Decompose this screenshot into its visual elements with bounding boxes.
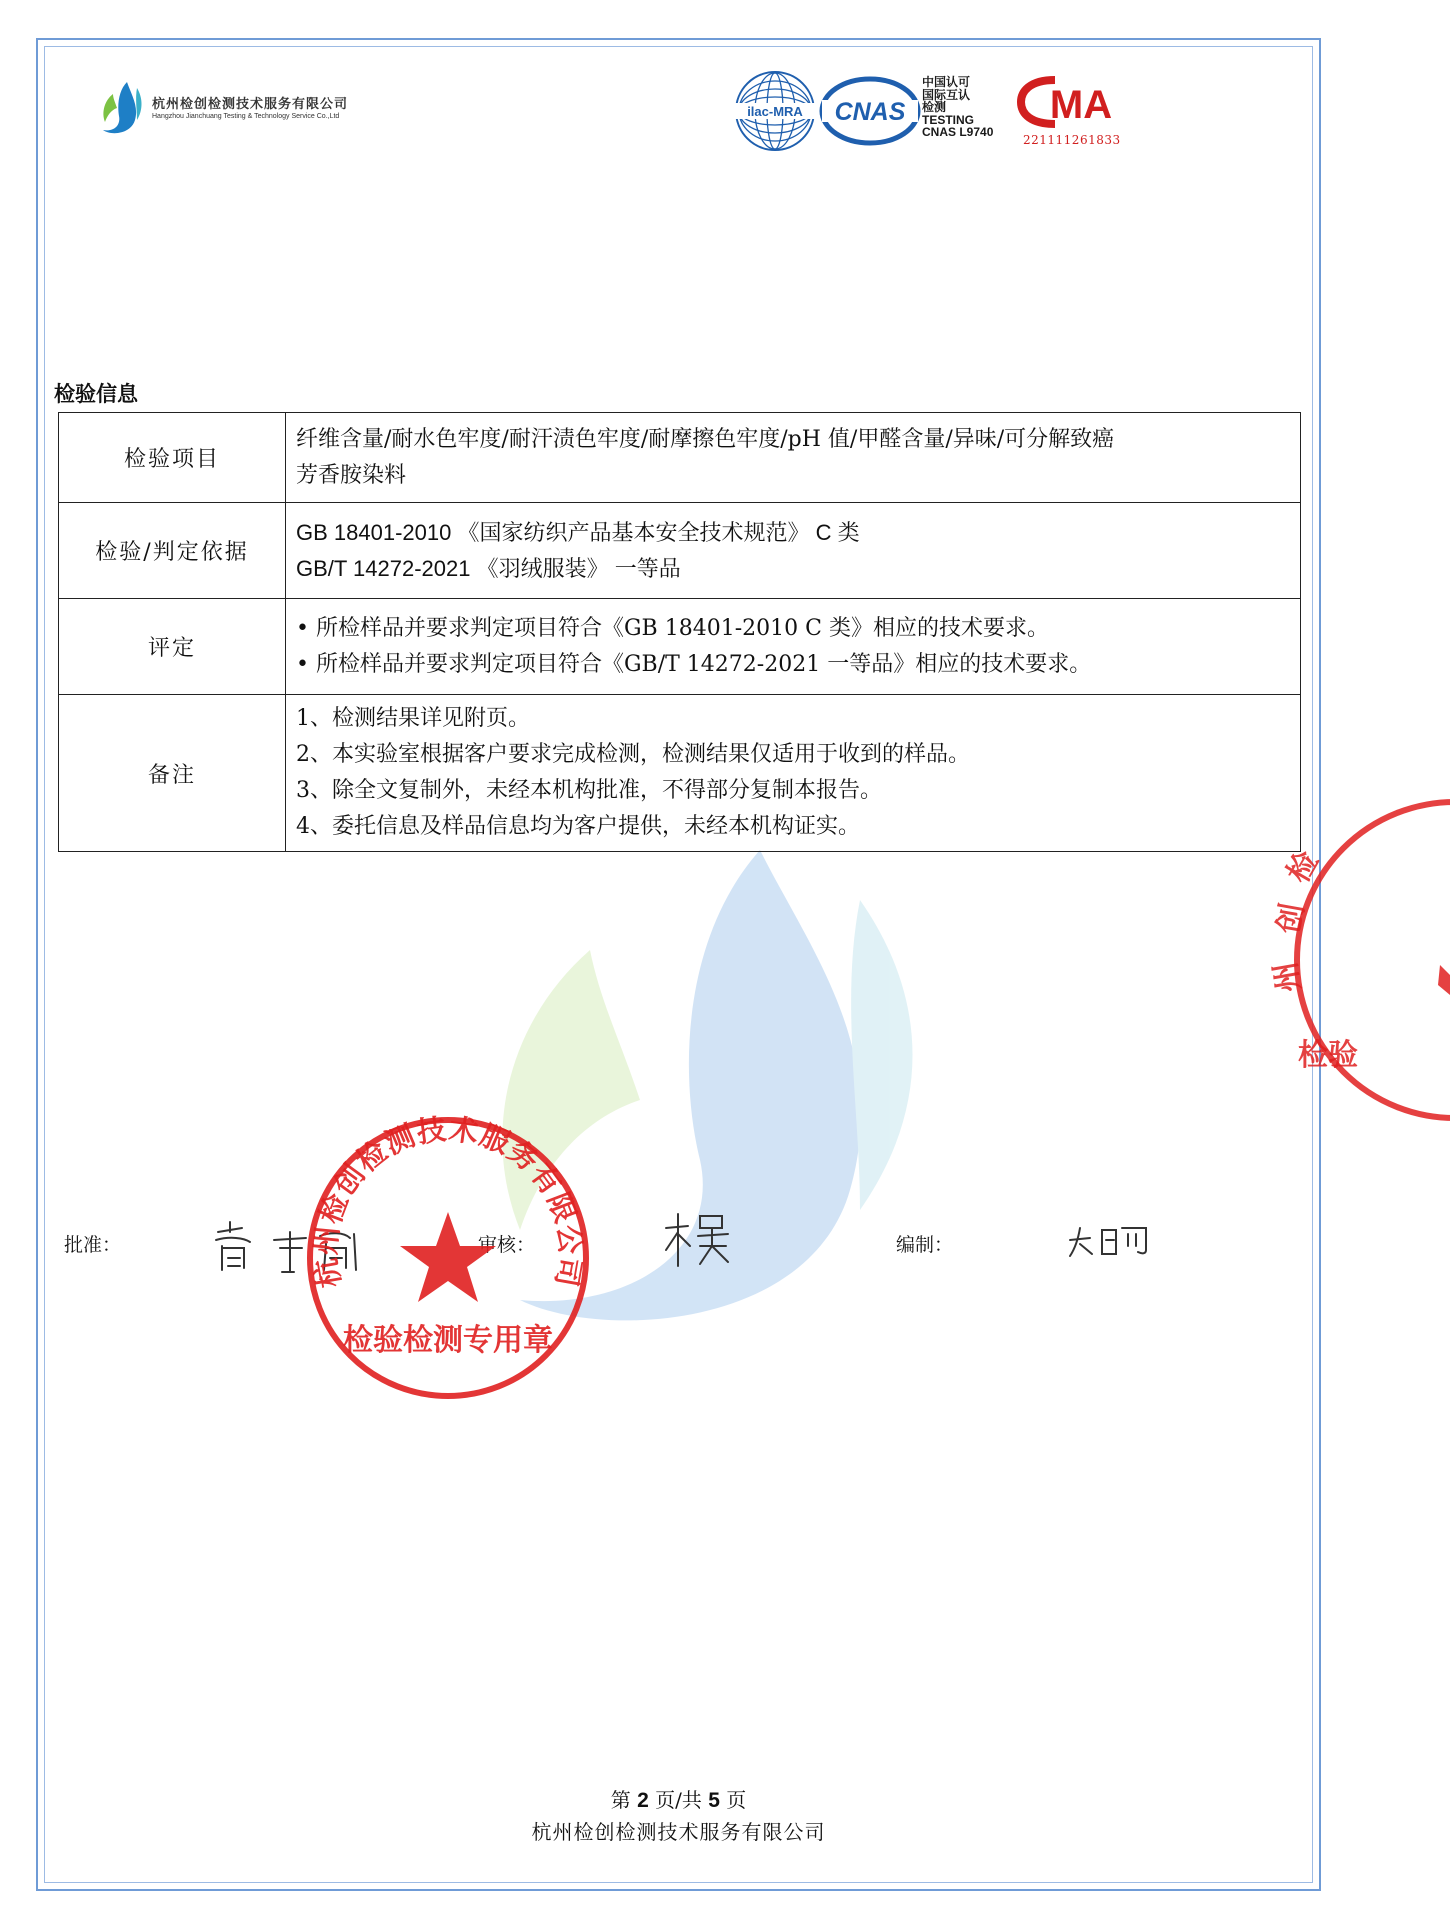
approve-label: 批准：: [64, 1234, 122, 1256]
row-value: [286, 599, 1301, 695]
svg-text:MA: MA: [1049, 83, 1113, 127]
section-title: 检验信息: [54, 381, 138, 406]
table-row: [59, 413, 1301, 503]
cnas-caption-line: 检测: [922, 100, 947, 114]
page-prefix: 第: [610, 1788, 631, 1812]
value-line: 2、本实验室根据客户要求完成检测，检测结果仅适用于收到的样品。: [296, 742, 970, 767]
svg-text:创: 创: [1271, 900, 1312, 937]
row-value: [286, 503, 1301, 599]
company-logo-icon: [97, 80, 145, 136]
row-label: 备注: [59, 695, 286, 852]
reviewer-signature: [662, 1206, 742, 1270]
svg-text:CNAS: CNAS: [834, 98, 906, 126]
cnas-caption-line: TESTING: [922, 112, 975, 127]
value-line: 纤维含量/耐水色牢度/耐汗渍色牢度/耐摩擦色牢度/pH 值/甲醛含量/异味/可分解致癌: [296, 426, 1115, 452]
value-line: 3、除全文复制外，未经本机构批准，不得部分复制本报告。: [296, 778, 882, 803]
table-row: [59, 599, 1301, 695]
value-line: • 所检样品并要求判定项目符合《GB/T 14272-2021 一等品》相应的技术要求。: [296, 647, 1294, 683]
table-row: [59, 503, 1301, 599]
value-line: 芳香胺染料: [296, 462, 407, 488]
svg-text:杭州检创检测技术服务有限公司: 杭州检创检测技术服务有限公司: [308, 1112, 588, 1291]
compiler-signature: [1066, 1220, 1156, 1260]
svg-text:检验检测专用章: 检验检测专用章: [343, 1323, 553, 1358]
review-label: 审核：: [478, 1234, 536, 1256]
row-label: 检验项目: [59, 413, 286, 503]
table-row: [59, 695, 1301, 852]
cma-logo: [1015, 72, 1125, 132]
company-name-cn: 杭州检创检测技术服务有限公司: [152, 96, 349, 111]
page-current: 2: [637, 1789, 649, 1812]
page-number: [0, 1784, 1357, 1813]
value-line: 4、委托信息及样品信息均为客户提供，未经本机构证实。: [296, 814, 860, 839]
cnas-logo: [820, 76, 920, 146]
value-line: GB 18401-2010 《国家纺织产品基本安全技术规范》 C 类: [296, 519, 860, 545]
value-line: GB/T 14272-2021 《羽绒服装》 一等品: [296, 555, 681, 581]
row-label: 检验/判定依据: [59, 503, 286, 599]
cnas-caption-line: 国际互认: [922, 87, 971, 102]
compile-label: 编制：: [896, 1234, 954, 1256]
company-name-en: Hangzhou Jianchuang Testing & Technology Service Co.,Ltd: [152, 113, 340, 120]
svg-text:检: 检: [1280, 845, 1326, 889]
value-line: • 所检样品并要求判定项目符合《GB 18401-2010 C 类》相应的技术要求。: [296, 611, 1294, 647]
inspection-info-table: [58, 412, 1301, 852]
page-suffix: 页: [726, 1788, 747, 1812]
svg-text:检验: 检验: [1298, 1038, 1358, 1073]
ilac-mra-logo: [733, 70, 817, 152]
page-middle: 页/共: [655, 1788, 702, 1812]
svg-text:ilac-MRA: ilac-MRA: [747, 104, 803, 119]
footer-company-name: 杭州检创检测技术服务有限公司: [531, 1820, 826, 1844]
cma-number: 221111261833: [1023, 133, 1121, 147]
official-seal-stamp: [302, 1112, 594, 1404]
row-value: [286, 413, 1301, 503]
cnas-caption-line: CNAS L9740: [922, 125, 994, 139]
value-line: 1、检测结果详见附页。: [296, 706, 530, 731]
page-total: 5: [708, 1789, 720, 1812]
svg-text:州: 州: [1268, 959, 1308, 995]
row-value: [286, 695, 1301, 852]
row-label: 评定: [59, 599, 286, 695]
cnas-caption-line: 中国认可: [922, 75, 971, 89]
cnas-caption: [922, 76, 993, 139]
side-seal-stamp: [1268, 795, 1450, 1125]
